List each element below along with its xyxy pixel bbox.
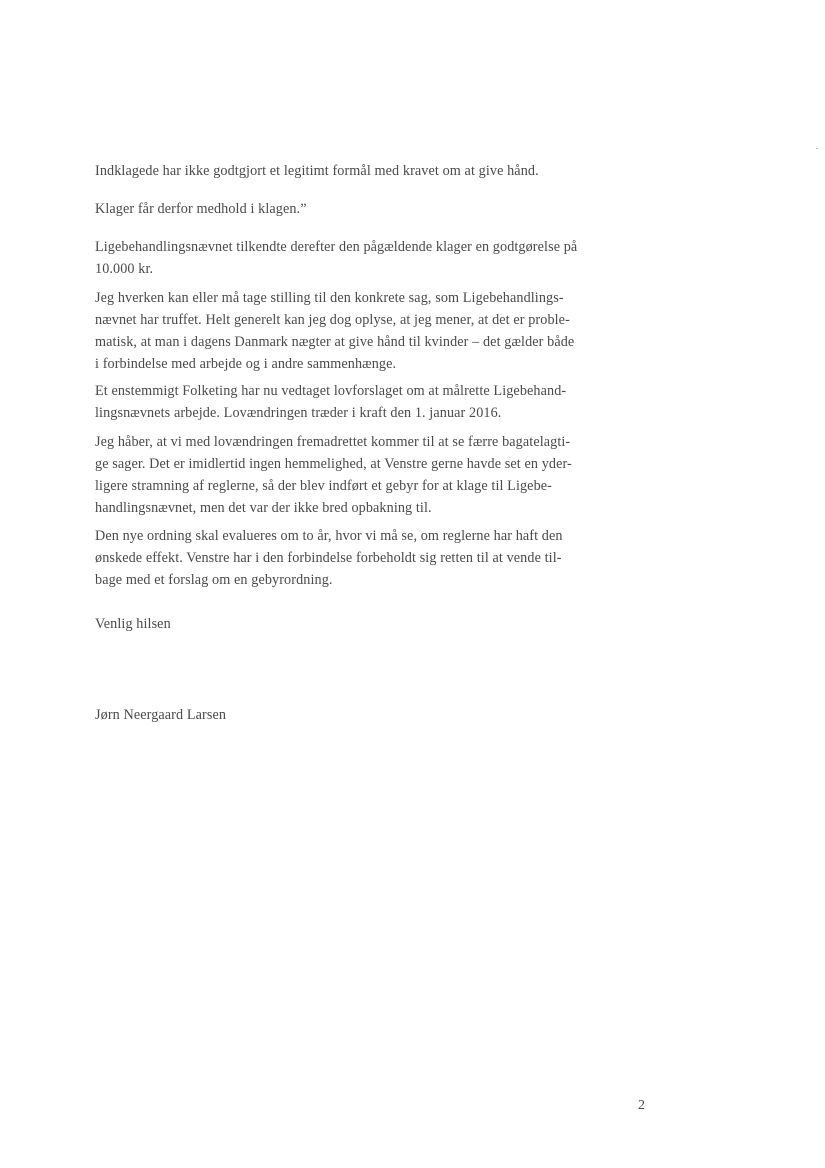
paragraph-line: matisk, at man i dagens Danmark nægter at give hånd til kvinder – det gælder både xyxy=(95,334,575,350)
paragraph-line: ge sager. Det er imidlertid ingen hemmelighed, at Venstre gerne havde set en yder- xyxy=(95,456,572,472)
paragraph-line: nævnet har truffet. Helt generelt kan jeg dog oplyse, at jeg mener, at det er proble- xyxy=(95,312,570,328)
paragraph-6 xyxy=(95,431,615,519)
paragraph-line: ligere stramning af reglerne, så der blev indført et gebyr for at klage til Ligebe- xyxy=(95,478,552,494)
paragraph-3 xyxy=(95,236,615,280)
closing-salutation: Venlig hilsen xyxy=(95,616,171,632)
paragraph-line: Den nye ordning skal evalueres om to år, hvor vi må se, om reglerne har haft den xyxy=(95,528,563,544)
paragraph-line: Klager får derfor medhold i klagen.” xyxy=(95,201,307,217)
paragraph-5 xyxy=(95,380,615,424)
paragraph-7 xyxy=(95,525,615,591)
paragraph-1 xyxy=(95,160,615,182)
paragraph-line: handlingsnævnet, men det var der ikke bred opbakning til. xyxy=(95,500,432,516)
paragraph-line: 10.000 kr. xyxy=(95,261,154,277)
paragraph-line: Jeg håber, at vi med lovændringen fremadrettet kommer til at se færre bagatelagti- xyxy=(95,434,571,450)
paragraph-line: bage med et forslag om en gebyrordning. xyxy=(95,572,333,588)
scan-artifact-mark xyxy=(816,148,818,149)
paragraph-line: Ligebehandlingsnævnet tilkendte derefter den pågældende klager en godtgørelse på xyxy=(95,239,578,255)
page-number: 2 xyxy=(638,1098,645,1113)
paragraph-line: Indklagede har ikke godtgjort et legitimt formål med kravet om at give hånd. xyxy=(95,163,539,179)
paragraph-line: ønskede effekt. Venstre har i den forbindelse forbeholdt sig retten til at vende til- xyxy=(95,550,562,566)
paragraph-2 xyxy=(95,198,615,220)
paragraph-line: lingsnævnets arbejde. Lovændringen træder i kraft den 1. januar 2016. xyxy=(95,405,502,421)
signature-name: Jørn Neergaard Larsen xyxy=(95,707,227,723)
paragraph-line: i forbindelse med arbejde og i andre sammenhænge. xyxy=(95,356,397,372)
paragraph-line: Et enstemmigt Folketing har nu vedtaget lovforslaget om at målrette Ligebehand- xyxy=(95,383,567,399)
paragraph-4 xyxy=(95,287,615,375)
paragraph-line: Jeg hverken kan eller må tage stilling til den konkrete sag, som Ligebehandlings- xyxy=(95,290,564,306)
